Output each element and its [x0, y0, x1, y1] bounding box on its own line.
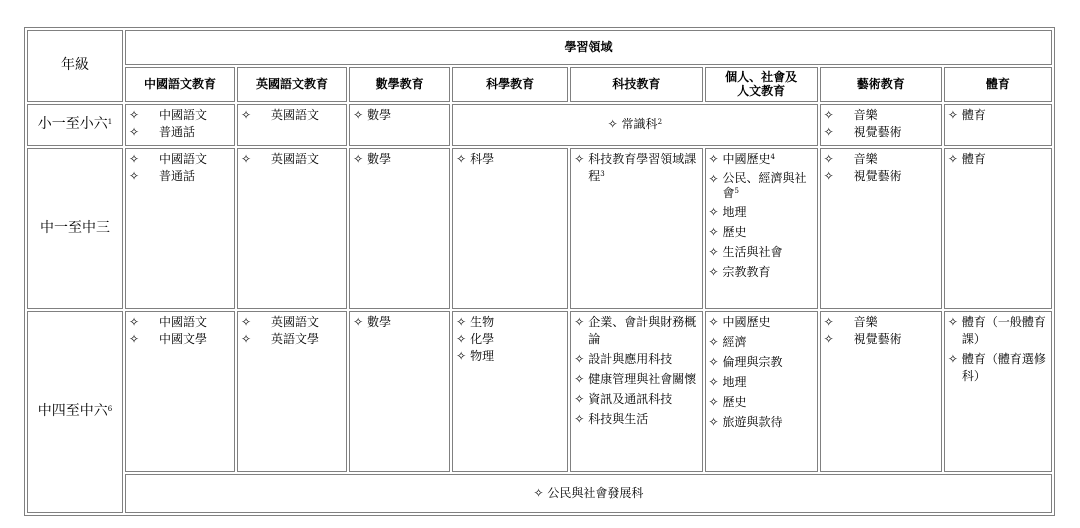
diamond-icon: ✧	[241, 331, 252, 346]
list-item: ✧ 數學	[353, 314, 392, 329]
grade-primary: 小一至小六$^1$	[27, 104, 123, 146]
diamond-icon: ✧	[456, 348, 467, 363]
diamond-icon: ✧	[574, 371, 585, 386]
primary-general-studies: ✧ 常識科$^2$	[452, 104, 818, 146]
senior-arts	[820, 311, 942, 472]
senior-pe	[944, 311, 1052, 472]
junior-pshe	[705, 148, 818, 309]
diamond-icon: ✧	[708, 354, 719, 369]
diamond-icon: ✧	[128, 124, 139, 139]
diamond-icon: ✧	[823, 107, 834, 122]
list-item: ✧ 中國語文	[128, 152, 207, 167]
diamond-icon: ✧	[708, 414, 719, 429]
diamond-icon: ✧	[947, 107, 958, 122]
row-primary	[27, 104, 1052, 146]
list-item: ✧ 歷史	[708, 394, 747, 409]
list-item: ✧ 化學	[456, 331, 495, 346]
senior-english	[237, 311, 347, 472]
diamond-icon: ✧	[708, 225, 719, 240]
header-row-2	[27, 67, 1052, 102]
diamond-icon: ✧	[533, 485, 544, 500]
list-item: ✧ 旅遊與款待	[708, 414, 783, 429]
diamond-icon: ✧	[708, 245, 719, 260]
list-item: ✧ 體育（一般體育課）	[947, 314, 1046, 346]
diamond-icon: ✧	[128, 314, 139, 329]
primary-chinese	[125, 104, 235, 146]
diamond-icon: ✧	[241, 107, 252, 122]
diamond-icon: ✧	[456, 314, 467, 329]
junior-chinese	[125, 148, 235, 309]
diamond-icon: ✧	[708, 394, 719, 409]
col-chinese-header: 中國語文教育	[125, 67, 235, 102]
citizenship-cell: ✧ 公民與社會發展科	[125, 474, 1052, 513]
diamond-icon: ✧	[708, 152, 719, 167]
list-item: ✧ 科技教育學習領域課程$^3$	[574, 152, 697, 184]
diamond-icon: ✧	[607, 117, 618, 132]
row-citizenship	[27, 474, 1052, 513]
diamond-icon: ✧	[708, 205, 719, 220]
list-item: ✧ 公民、經濟與社會$^5$	[708, 171, 807, 201]
diamond-icon: ✧	[708, 374, 719, 389]
senior-chinese	[125, 311, 235, 472]
diamond-icon: ✧	[353, 314, 364, 329]
list-item: ✧ 中國語文	[128, 314, 207, 329]
diamond-icon: ✧	[128, 107, 139, 122]
junior-arts	[820, 148, 942, 309]
header-row-1	[27, 30, 1052, 65]
list-item: ✧ 資訊及通訊科技	[574, 391, 673, 406]
diamond-icon: ✧	[708, 265, 719, 280]
list-item: ✧ 數學	[353, 107, 392, 122]
col-pshe-header: 個人、社會及人文教育	[705, 67, 818, 102]
list-item: ✧ 體育	[947, 107, 986, 122]
diamond-icon: ✧	[947, 314, 958, 329]
diamond-icon: ✧	[241, 314, 252, 329]
col-math-header: 數學教育	[349, 67, 450, 102]
diamond-icon: ✧	[128, 331, 139, 346]
list-item: ✧ 視覺藝術	[823, 331, 902, 346]
diamond-icon: ✧	[574, 351, 585, 366]
list-item: ✧ 體育	[947, 152, 986, 167]
list-item: ✧ 生活與社會	[708, 245, 783, 260]
senior-tech	[570, 311, 702, 472]
col-english-header: 英國語文教育	[237, 67, 347, 102]
list-item: ✧ 宗教教育	[708, 265, 771, 280]
list-item: ✧ 中國歷史$^4$	[708, 152, 775, 167]
junior-tech	[570, 148, 702, 309]
senior-pshe	[705, 311, 818, 472]
diamond-icon: ✧	[947, 351, 958, 366]
list-item: ✧ 地理	[708, 205, 747, 220]
list-item: ✧ 英語文學	[241, 331, 320, 346]
col-science-header: 科學教育	[452, 67, 568, 102]
diamond-icon: ✧	[574, 411, 585, 426]
diamond-icon: ✧	[574, 391, 585, 406]
curriculum-table	[24, 27, 1055, 516]
list-item: ✧ 物理	[456, 348, 495, 363]
col-arts-header: 藝術教育	[820, 67, 942, 102]
diamond-icon: ✧	[823, 124, 834, 139]
diamond-icon: ✧	[823, 169, 834, 184]
grade-header: 年級	[27, 30, 123, 102]
row-senior	[27, 311, 1052, 472]
list-item: ✧ 生物	[456, 314, 495, 329]
list-item: ✧ 普通話	[128, 124, 195, 139]
list-item: ✧ 普通話	[128, 169, 195, 184]
list-item: ✧ 音樂	[823, 152, 878, 167]
list-item: ✧ 歷史	[708, 225, 747, 240]
junior-english	[237, 148, 347, 309]
list-item: ✧ 音樂	[823, 314, 878, 329]
diamond-icon: ✧	[947, 152, 958, 167]
list-item: ✧ 健康管理與社會關懷	[574, 371, 697, 386]
list-item: ✧ 視覺藝術	[823, 124, 902, 139]
diamond-icon: ✧	[574, 314, 585, 329]
senior-science	[452, 311, 568, 472]
list-item: ✧ 中國歷史	[708, 314, 771, 329]
diamond-icon: ✧	[708, 334, 719, 349]
diamond-icon: ✧	[456, 331, 467, 346]
list-item: ✧ 英國語文	[241, 152, 320, 167]
junior-pe	[944, 148, 1052, 309]
diamond-icon: ✧	[823, 152, 834, 167]
junior-math	[349, 148, 450, 309]
list-item: ✧ 中國語文	[128, 107, 207, 122]
list-item: ✧ 中國文學	[128, 331, 207, 346]
col-pe-header: 體育	[944, 67, 1052, 102]
list-item: ✧ 視覺藝術	[823, 169, 902, 184]
diamond-icon: ✧	[353, 107, 364, 122]
diamond-icon: ✧	[708, 172, 719, 187]
col-tech-header: 科技教育	[570, 67, 702, 102]
diamond-icon: ✧	[241, 152, 252, 167]
row-junior	[27, 148, 1052, 309]
diamond-icon: ✧	[128, 169, 139, 184]
list-item: ✧ 體育（體育選修科）	[947, 351, 1046, 383]
list-item: ✧ 英國語文	[241, 107, 320, 122]
list-item: ✧ 地理	[708, 374, 747, 389]
list-item: ✧ 音樂	[823, 107, 878, 122]
list-item: ✧ 數學	[353, 152, 392, 167]
list-item: ✧ 設計與應用科技	[574, 351, 673, 366]
diamond-icon: ✧	[574, 152, 585, 167]
grade-senior: 中四至中六$^6$	[27, 311, 123, 513]
list-item: ✧ 科學	[456, 152, 495, 167]
diamond-icon: ✧	[823, 331, 834, 346]
senior-math	[349, 311, 450, 472]
learning-area-header: 學習領域	[125, 30, 1052, 65]
primary-english	[237, 104, 347, 146]
diamond-icon: ✧	[708, 314, 719, 329]
list-item: ✧ 英國語文	[241, 314, 320, 329]
list-item: ✧ 企業、會計與財務概論	[574, 314, 697, 346]
diamond-icon: ✧	[128, 152, 139, 167]
list-item: ✧ 經濟	[708, 334, 747, 349]
list-item: ✧ 倫理與宗教	[708, 354, 783, 369]
curriculum-table-container	[24, 27, 1055, 516]
diamond-icon: ✧	[353, 152, 364, 167]
list-item: ✧ 科技與生活	[574, 411, 649, 426]
grade-junior: 中一至中三	[27, 148, 123, 309]
primary-math	[349, 104, 450, 146]
diamond-icon: ✧	[823, 314, 834, 329]
primary-pe	[944, 104, 1052, 146]
diamond-icon: ✧	[456, 152, 467, 167]
junior-science	[452, 148, 568, 309]
primary-arts	[820, 104, 942, 146]
